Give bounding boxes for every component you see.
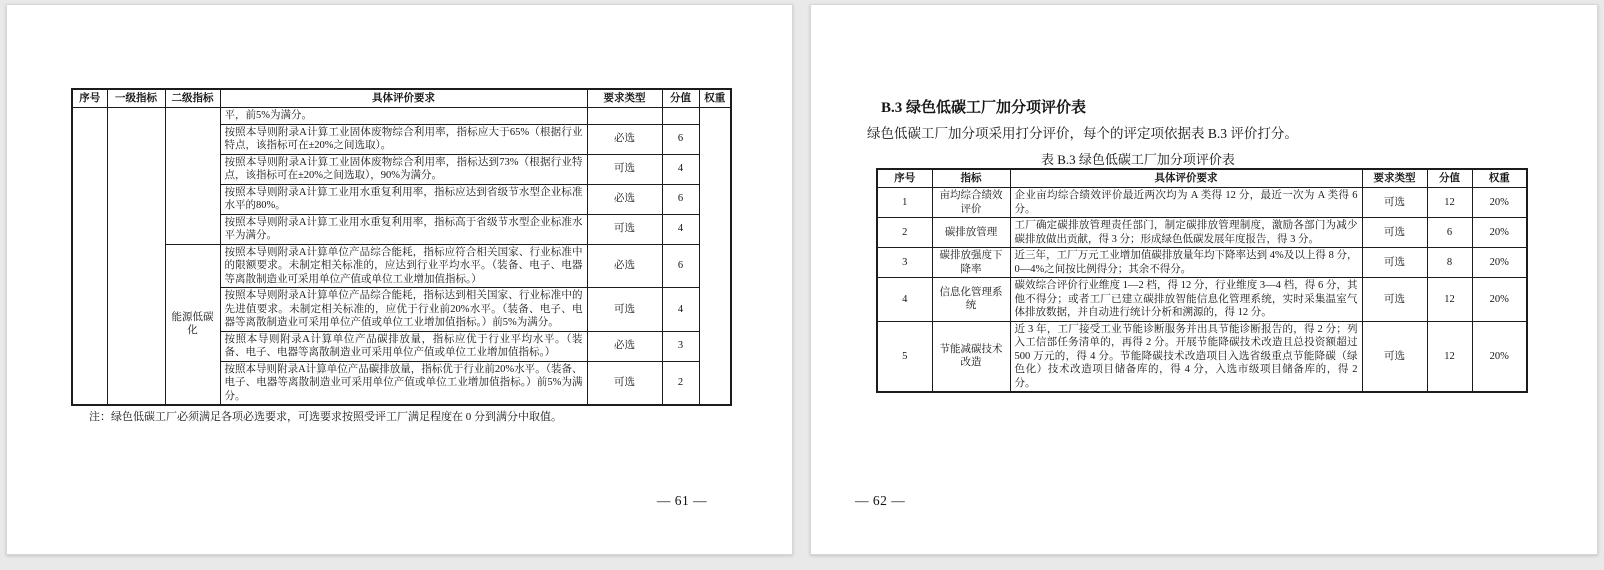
page-number: — 62 — (855, 493, 906, 508)
table-row (877, 321, 1527, 392)
requirement-cell: 企业亩均综合绩效评价最近两次均为 A 类得 12 分，最近一次为 A 类得 6 分。 (1010, 188, 1362, 218)
seq-cell: 2 (877, 218, 932, 248)
seq-cell: 4 (877, 278, 932, 322)
page-62 (810, 4, 1598, 555)
col-header-seq: 序号 (877, 169, 932, 188)
seq-cell: 3 (877, 248, 932, 278)
type-cell: 必选 (587, 331, 662, 361)
score-cell: 6 (662, 184, 699, 214)
requirement-cell: 碳效综合评价行业维度 1—2 档，得 12 分，行业维度 3—4 档，得 6 分，其他不得分；或者工厂已建立碳排放智能信息化管理系统，实时采集温室气体排放数据，并自动进行统计分析和溯源的，得 12 分。 (1010, 278, 1362, 322)
score-cell: 4 (662, 214, 699, 244)
requirement-cell: 按照本导则附录A计算工业用水重复利用率，指标高于省级节水型企业标准水平为满分。 (220, 214, 587, 244)
score-cell: 8 (1427, 248, 1472, 278)
col-header-weight: 权重 (1472, 169, 1527, 188)
requirement-cell: 工厂确定碳排放管理责任部门，制定碳排放管理制度，激励各部门为减少碳排放做出贡献，得 3 分；形成绿色低碳发展年度报告，得 3 分。 (1010, 218, 1362, 248)
requirement-cell: 按照本导则附录A计算工业固体废物综合利用率，指标达到73%（根据行业特点，该指标可在±20%之间选取），90%为满分。 (220, 154, 587, 184)
requirement-cell: 近三年，工厂万元工业增加值碳排放量年均下降率达到 4%及以上得 8 分，0—4%之间按比例得分；其余不得分。 (1010, 248, 1362, 278)
type-cell (587, 108, 662, 125)
table-caption: 表 B.3 绿色低碳工厂加分项评价表 (1041, 152, 1235, 167)
type-cell: 可选 (1362, 218, 1427, 248)
table-row (72, 244, 731, 288)
table-header-row (877, 169, 1527, 188)
table-row (877, 218, 1527, 248)
table-row (877, 278, 1527, 322)
table-row (72, 108, 731, 125)
type-cell: 可选 (587, 288, 662, 332)
requirement-cell: 近 3 年，工厂接受工业节能诊断服务并出具节能诊断报告的，得 2 分；列入工信部任务清单的，再得 2 分。开展节能降碳技术改造且总投资额超过 500 万元的，得 4 分。节能降碳技术改造项目入选省级重点节能降碳（绿色化）技术改造项目储备库的，得 4 分，入选市级项目储备库的，得 2 分。 (1010, 321, 1362, 392)
col-header-weight: 权重 (699, 89, 731, 108)
type-cell: 必选 (587, 124, 662, 154)
page-number: — 61 — (656, 493, 708, 508)
type-cell: 必选 (587, 184, 662, 214)
type-cell: 可选 (1362, 188, 1427, 218)
col-header-seq: 序号 (72, 89, 107, 108)
col-header-req: 具体评价要求 (1010, 169, 1362, 188)
page-61 (6, 4, 793, 555)
type-cell: 可选 (587, 154, 662, 184)
requirement-cell: 按照本导则附录A计算工业用水重复利用率，指标应达到省级节水型企业标准水平的80%。 (220, 184, 587, 214)
seq-cell: 5 (877, 321, 932, 392)
weight-cell: 20% (1472, 278, 1527, 322)
weight-cell: 20% (1472, 188, 1527, 218)
col-header-lvl2: 二级指标 (165, 89, 220, 108)
weight-cell-empty (699, 108, 731, 406)
score-cell: 12 (1427, 321, 1472, 392)
evaluation-requirements-table (71, 88, 732, 406)
requirement-cell: 按照本导则附录A计算单位产品综合能耗，指标达到相关国家、行业标准中的先进值要求。未制定相关标准的，应优于行业前20%水平。（装备、电子、电器等离散制造业可采用单位产值或单位工业增加值指标。）前5%为满分。 (220, 288, 587, 332)
col-header-indicator: 指标 (932, 169, 1010, 188)
col-header-type: 要求类型 (587, 89, 662, 108)
type-cell: 必选 (587, 244, 662, 288)
seq-cell-empty (72, 108, 107, 406)
weight-cell: 20% (1472, 218, 1527, 248)
score-cell: 12 (1427, 278, 1472, 322)
indicator-cell: 节能减碳技术改造 (932, 321, 1010, 392)
indicator-cell: 碳排放管理 (932, 218, 1010, 248)
score-cell: 6 (1427, 218, 1472, 248)
bonus-items-table (876, 168, 1528, 393)
weight-cell: 20% (1472, 321, 1527, 392)
indicator-cell: 信息化管理系统 (932, 278, 1010, 322)
intro-paragraph: 绿色低碳工厂加分项采用打分评价，每个的评定项依据表 B.3 评价打分。 (867, 126, 1298, 141)
requirement-cell: 平，前5%为满分。 (220, 108, 587, 125)
table-row (877, 248, 1527, 278)
col-header-score: 分值 (1427, 169, 1472, 188)
col-header-score: 分值 (662, 89, 699, 108)
score-cell: 6 (662, 124, 699, 154)
lvl2-cell-energy: 能源低碳化 (165, 244, 220, 405)
score-cell: 2 (662, 361, 699, 405)
type-cell: 可选 (1362, 248, 1427, 278)
score-cell: 4 (662, 288, 699, 332)
score-cell (662, 108, 699, 125)
score-cell: 6 (662, 244, 699, 288)
type-cell: 可选 (587, 214, 662, 244)
score-cell: 3 (662, 331, 699, 361)
lvl2-cell-empty (165, 108, 220, 245)
indicator-cell: 碳排放强度下降率 (932, 248, 1010, 278)
table-row (877, 188, 1527, 218)
requirement-cell: 按照本导则附录A计算单位产品碳排放量，指标优于行业前20%水平。（装备、电子、电器等离散制造业可采用单位产值或单位工业增加值指标。）前5%为满分。 (220, 361, 587, 405)
score-cell: 4 (662, 154, 699, 184)
lvl1-cell-empty (107, 108, 165, 406)
indicator-cell: 亩均综合绩效评价 (932, 188, 1010, 218)
note-text: 注：绿色低碳工厂必须满足各项必选要求，可选要求按照受评工厂满足程度在 0 分到满分中取值。 (89, 411, 562, 423)
section-heading: B.3 绿色低碳工厂加分项评价表 (881, 100, 1087, 116)
seq-cell: 1 (877, 188, 932, 218)
score-cell: 12 (1427, 188, 1472, 218)
type-cell: 可选 (1362, 321, 1427, 392)
col-header-req: 具体评价要求 (220, 89, 587, 108)
requirement-cell: 按照本导则附录A计算单位产品综合能耗，指标应符合相关国家、行业标准中的限额要求。未制定相关标准的，应达到行业平均水平。（装备、电子、电器等离散制造业可采用单位产值或单位工业增加值指标。） (220, 244, 587, 288)
col-header-type: 要求类型 (1362, 169, 1427, 188)
type-cell: 可选 (1362, 278, 1427, 322)
weight-cell: 20% (1472, 248, 1527, 278)
requirement-cell: 按照本导则附录A计算单位产品碳排放量，指标应优于行业平均水平。（装备、电子、电器等离散制造业可采用单位产值或单位工业增加值指标。） (220, 331, 587, 361)
type-cell: 可选 (587, 361, 662, 405)
requirement-cell: 按照本导则附录A计算工业固体废物综合利用率，指标应大于65%（根据行业特点，该指标可在±20%之间选取）。 (220, 124, 587, 154)
col-header-lvl1: 一级指标 (107, 89, 165, 108)
table-header-row (72, 89, 731, 108)
